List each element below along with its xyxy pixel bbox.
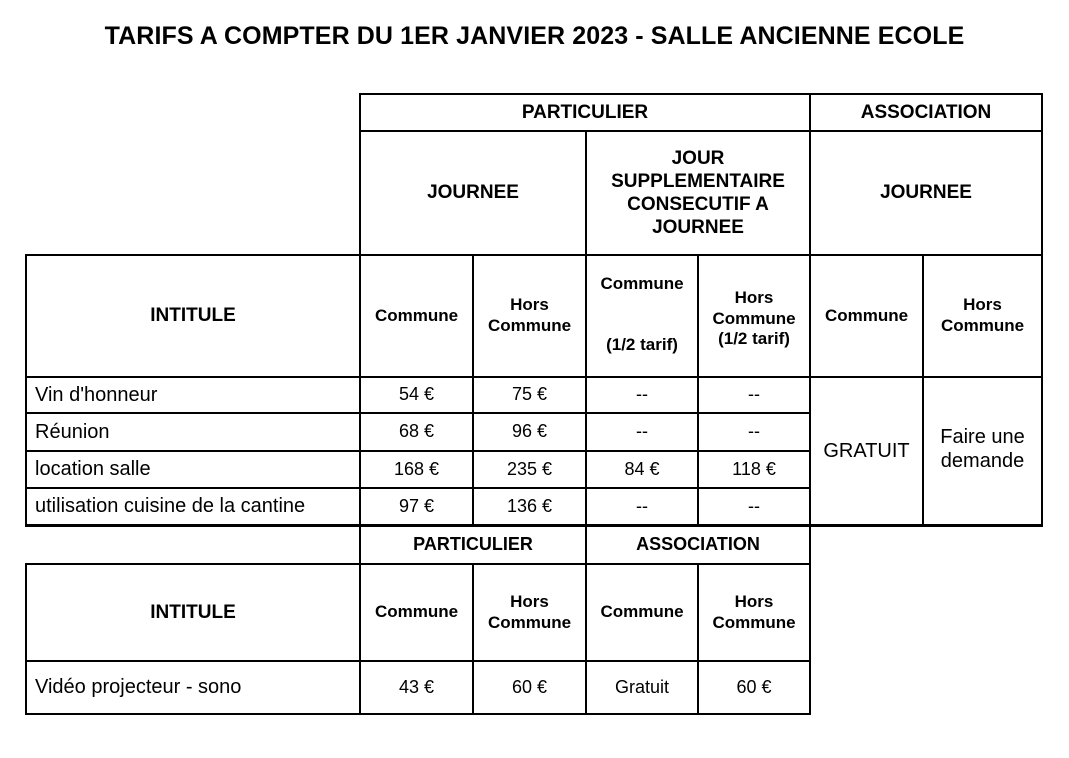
page-title: TARIFS A COMPTER DU 1ER JANVIER 2023 - SALLE ANCIENNE ECOLE bbox=[104, 22, 965, 50]
col-line: Hors bbox=[510, 591, 549, 611]
header-journee: JOURNEE bbox=[427, 182, 519, 204]
col-line: Hors bbox=[963, 295, 1002, 315]
assoc-commune-gratuit: GRATUIT bbox=[823, 439, 910, 462]
header-line: JOUR bbox=[671, 147, 725, 169]
cell-line: demande bbox=[940, 450, 1025, 472]
col2-part-hors bbox=[474, 565, 585, 660]
price-cell: 118 € bbox=[732, 458, 776, 479]
col2-assoc-commune: Commune bbox=[600, 602, 684, 622]
col2-part-commune: Commune bbox=[374, 602, 459, 622]
header-line: CONSECUTIF A bbox=[627, 194, 769, 215]
rule bbox=[1041, 93, 1043, 526]
price-cell: 68 € bbox=[398, 421, 435, 442]
price-cell: -- bbox=[636, 421, 648, 442]
cell-line: Faire une bbox=[940, 425, 1025, 448]
price-cell: 60 € bbox=[736, 676, 772, 697]
header2-particulier: PARTICULIER bbox=[413, 534, 533, 555]
price-cell: 97 € bbox=[398, 495, 435, 516]
col-line: Commune bbox=[712, 308, 796, 328]
price-cell: -- bbox=[636, 384, 648, 405]
row-label: utilisation cuisine de la cantine bbox=[35, 495, 306, 518]
header-jour-supplementaire bbox=[587, 132, 809, 254]
price-cell: Gratuit bbox=[614, 676, 670, 697]
price-cell: -- bbox=[636, 495, 648, 516]
price-cell: -- bbox=[748, 384, 760, 405]
col-assoc-commune: Commune bbox=[824, 305, 909, 325]
col-line: Commune bbox=[940, 316, 1025, 335]
header2-association: ASSOCIATION bbox=[636, 534, 760, 555]
header-association: ASSOCIATION bbox=[860, 101, 992, 123]
header2-intitule: INTITULE bbox=[150, 601, 236, 623]
price-cell: 96 € bbox=[511, 421, 548, 442]
col-line: Commune bbox=[487, 612, 572, 632]
price-cell: 75 € bbox=[511, 384, 548, 405]
header-intitule: INTITULE bbox=[150, 305, 236, 327]
col-assoc-hors-commune bbox=[924, 256, 1041, 376]
rule bbox=[25, 713, 811, 715]
col-hors-commune bbox=[474, 256, 585, 376]
col-line: Commune bbox=[600, 274, 684, 293]
col-line: Hors bbox=[734, 591, 774, 611]
row-label: Vidéo projecteur - sono bbox=[35, 676, 242, 699]
col-line: Commune bbox=[487, 316, 572, 335]
assoc-hors-demande bbox=[924, 378, 1041, 524]
col-line: (1/2 tarif) bbox=[718, 329, 790, 349]
col-line: Hors bbox=[510, 295, 549, 315]
price-cell: 136 € bbox=[506, 495, 553, 516]
price-cell: 60 € bbox=[511, 676, 548, 697]
header-line: SUPPLEMENTAIRE bbox=[611, 170, 785, 192]
col-line: Hors bbox=[734, 287, 774, 307]
header-journee-association: JOURNEE bbox=[880, 182, 972, 204]
col2-assoc-hors bbox=[699, 565, 809, 660]
price-cell: -- bbox=[748, 495, 760, 516]
price-cell: 235 € bbox=[506, 458, 553, 479]
row-label: Réunion bbox=[35, 420, 110, 443]
col-commune-half bbox=[587, 256, 697, 376]
col-commune: Commune bbox=[374, 305, 459, 325]
price-cell: 43 € bbox=[398, 676, 435, 697]
price-cell: 54 € bbox=[398, 384, 435, 405]
header-line: JOURNEE bbox=[652, 217, 744, 239]
col-line: Commune bbox=[712, 612, 796, 632]
col-line: (1/2 tarif) bbox=[606, 335, 678, 355]
price-cell: 84 € bbox=[624, 458, 660, 479]
row-label: Vin d'honneur bbox=[35, 383, 158, 406]
col-hors-commune-half bbox=[699, 256, 809, 376]
header-particulier: PARTICULIER bbox=[521, 101, 649, 123]
price-cell: 168 € bbox=[393, 458, 440, 479]
rule bbox=[809, 526, 811, 715]
row-label: location salle bbox=[35, 458, 151, 481]
price-cell: -- bbox=[748, 421, 760, 442]
